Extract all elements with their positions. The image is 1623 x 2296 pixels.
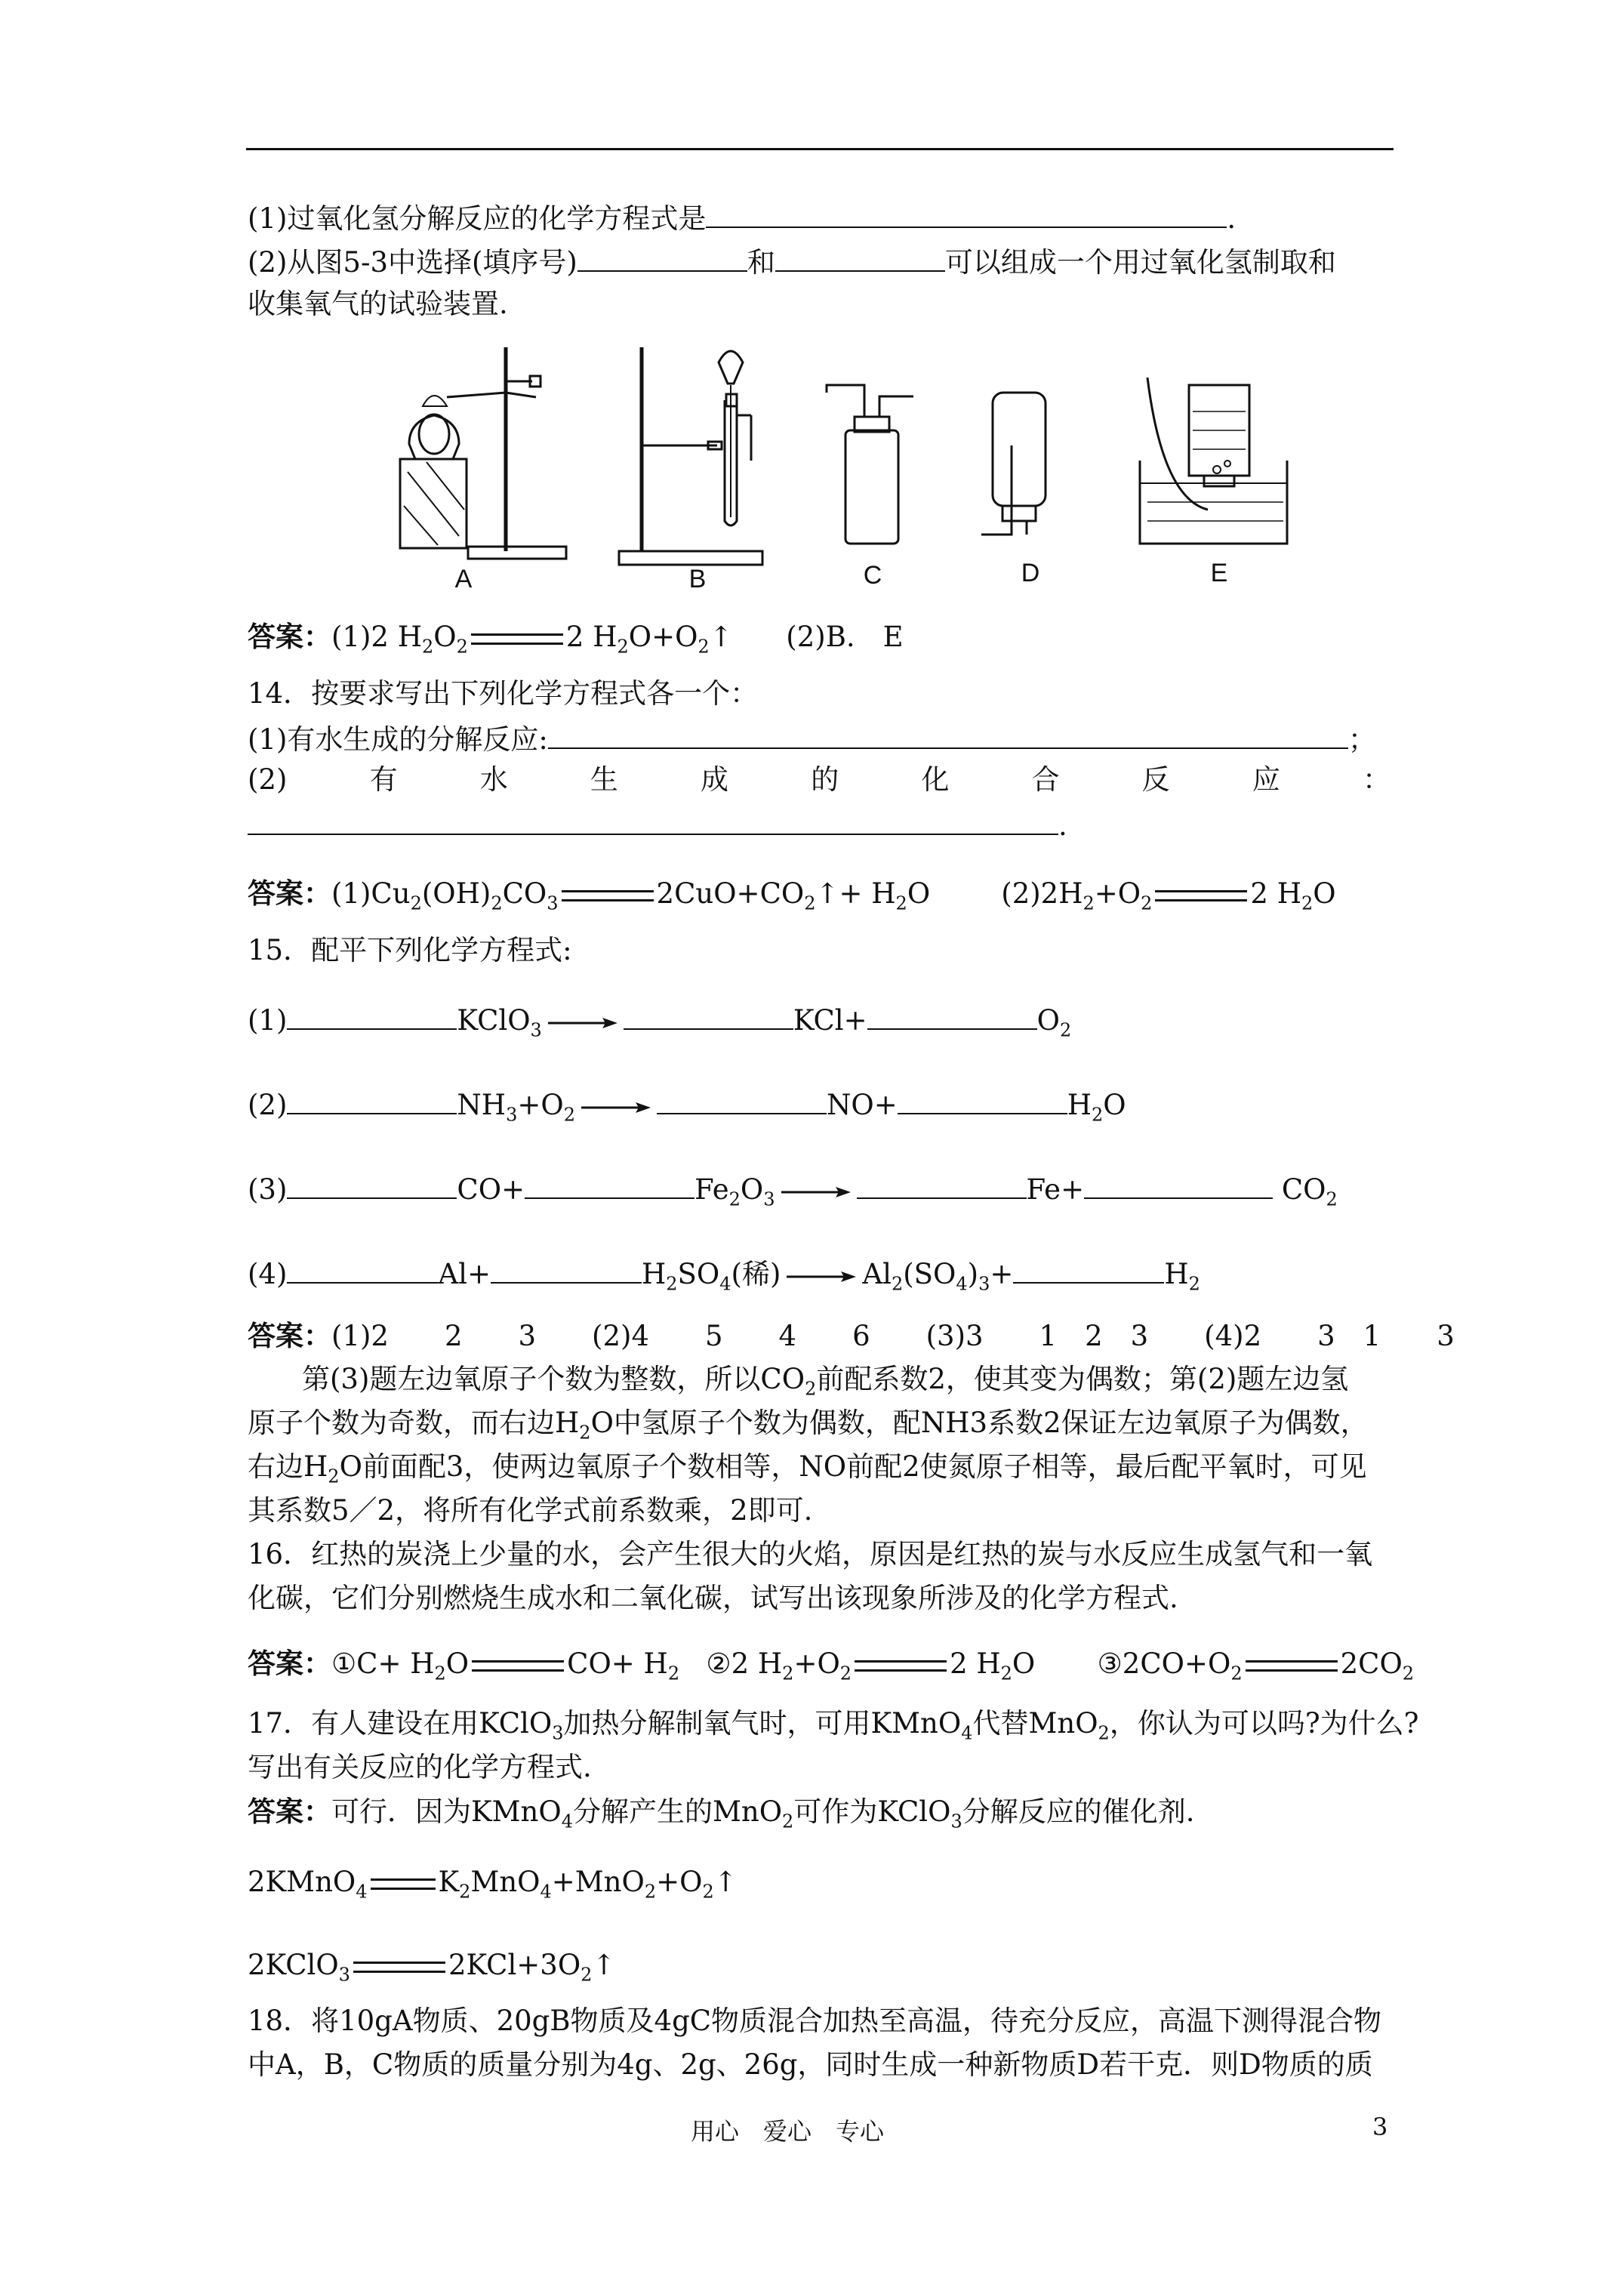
q15-eq3: (3) $CO+ Fe_2O_3$ $Fe+ CO_2$	[248, 1170, 1338, 1216]
q15-title: 15．配平下列化学方程式:	[248, 934, 572, 966]
apparatus-d	[981, 393, 1046, 535]
q15-explain-3: 右边$H_2O$前面配3，使两边氧原子个数相等，NO前配2使氮原子相等，最后配平氧时，可见	[248, 1450, 1367, 1487]
q15-explain-4: 其系数5／2，将所有化学式前系数乘，2即可.	[248, 1494, 813, 1527]
q17-equation-b: 2KClO$_3$ $2KCl+3O_2↑$	[248, 1949, 616, 1986]
q16-line1: 16．红热的炭浇上少量的水，会产生很大的火焰，原因是红热的炭与水反应生成氢气和一氧	[248, 1538, 1373, 1570]
q13-answer: 答案：(1)2 $H_2O_2$ 2 $H_2O+O_2↑$ (2)B. E	[248, 620, 904, 658]
apparatus-c	[827, 385, 913, 544]
q13-line2: (2)从图5-3中选择(填序号) 和 可以组成一个用过氧化氢制取和	[248, 243, 1336, 280]
q15-eq2: (2) $NH_3+O_2$ $NO+ H_2O$	[248, 1086, 1126, 1132]
q13-line3: 收集氧气的试验装置.	[248, 288, 508, 320]
apparatus-figure	[393, 332, 1298, 593]
q15-answer: 答案：(1)2 2 3 (2)4 5 4 6 (3)3 1 2 3 (4)2 3 1 3	[248, 1319, 1455, 1352]
q14-answer: 答案：$(1)Cu_2(OH)_2CO_3$ $2CuO+CO_2↑+ H_2O$ $(2)2H_2+O_2$ 2 $H_2O$	[248, 877, 1336, 914]
q17-equation-a: 2KMnO$_4$ $K_2MnO_4+MnO_2+O_2↑$	[248, 1866, 738, 1903]
footer-motto: 用心 爱心 专心	[691, 2117, 885, 2146]
q17-line2: 写出有关反应的化学方程式.	[248, 1751, 592, 1783]
q14-line1: (1)有水生成的分解反应: ；	[248, 720, 1376, 757]
q15-explain-1: 第(3)题左边氧原子个数为整数，所以$CO_2$前配系数2，使其变为偶数；第(2)题左边氢	[302, 1363, 1349, 1400]
reaction-arrow-icon	[580, 1100, 652, 1115]
q14-line2: (2) 有 水 生 成 的 化 合 反 应 ：	[248, 763, 1390, 796]
q15-eq1: (1) KClO$_3$ $KCl+ O_2$	[248, 1001, 1071, 1047]
figure-label-c: C	[863, 561, 882, 590]
reaction-arrow-icon	[780, 1185, 852, 1200]
q17-answer: 答案：可行．因为KMnO$_4$分解产生的MnO$_2$可作为KClO$_3$分解反应的催化剂.	[248, 1795, 1195, 1832]
reaction-arrow-icon	[785, 1269, 858, 1284]
figure-label-b: B	[688, 565, 707, 593]
q18-line1: 18．将10gA物质、20gB物质及4gC物质混合加热至高温，待充分反应，高温下测得混合物	[248, 2005, 1382, 2037]
q16-answer: 答案：①C+ $H_2O$ $CO+ H_2$ ②2 $H_2+O_2$ 2 $H_2O$ $③2CO+O_2$ $2CO_2$	[248, 1647, 1415, 1684]
q15-eq4: (4) $Al+ H_2SO_4$(稀) $Al_2(SO_4)_3+ H_2$	[248, 1255, 1200, 1301]
apparatus-b	[619, 347, 762, 565]
q14-title: 14．按要求写出下列化学方程式各一个：	[248, 677, 759, 710]
q18-line2: 中A，B，C物质的质量分别为4g、2g、26g，同时生成一种新物质D若干克．则D物质的质	[248, 2048, 1373, 2081]
page-number: 3	[1372, 2113, 1388, 2141]
figure-label-d: D	[1021, 559, 1040, 587]
figure-label-e: E	[1210, 559, 1228, 587]
apparatus-a	[400, 347, 566, 559]
q15-explain-2: 原子个数为奇数，而右边$H_2O$中氢原子个数为偶数，配NH3系数2保证左边氧原子为偶数，	[248, 1407, 1369, 1444]
figure-label-a: A	[454, 565, 473, 593]
header-rule	[246, 148, 1394, 150]
q14-line3: .	[248, 806, 1067, 843]
apparatus-e	[1140, 378, 1287, 544]
q17-line1: 17．有人建设在用KClO$_3$加热分解制氧气时，可用KMnO$_4$代替MnO$_2$，你认为可以吗?为什么?	[248, 1707, 1419, 1744]
reaction-arrow-icon	[547, 1015, 619, 1031]
q16-line2: 化碳，它们分别燃烧生成水和二氧化碳，试写出该现象所涉及的化学方程式.	[248, 1582, 1178, 1614]
q13-line1: (1)过氧化氢分解反应的化学方程式是 .	[248, 199, 1236, 236]
